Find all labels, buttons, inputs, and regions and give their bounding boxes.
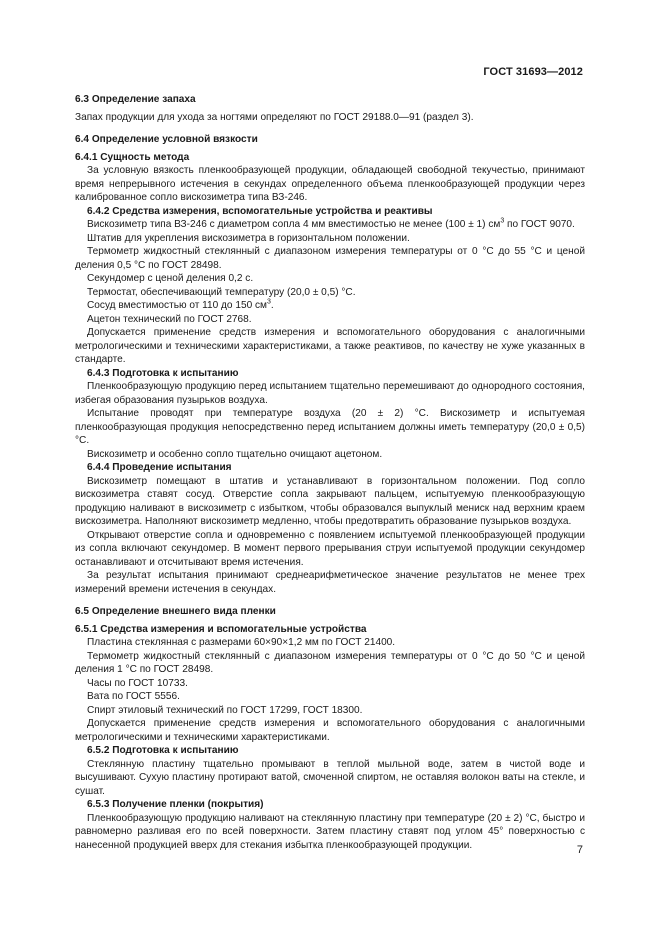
paragraph-text: Штатив для укрепления вискозиметра в горизонтальном положении. — [87, 232, 410, 244]
paragraph — [75, 232, 585, 246]
superscript: 3 — [500, 217, 505, 225]
paragraph — [75, 690, 585, 704]
paragraph-text: 6.5 Определение внешнего вида пленки — [75, 606, 276, 617]
paragraph — [75, 218, 585, 232]
paragraph-text: Допускается применение средств измерения и вспомогательного оборудования с аналогичными метрологическими и техническими характеристиками. — [75, 718, 585, 743]
paragraph-text: Термометр жидкостный стеклянный с диапазоном измерения температуры от 0 °С до 50 °С и ценой деления 1 °С по ГОСТ 28498. — [75, 650, 585, 675]
section-heading — [75, 605, 585, 619]
paragraph-text: Ацетон технический по ГОСТ 2768. — [87, 313, 252, 325]
paragraph-text: Запах продукции для ухода за ногтями определяют по ГОСТ 29188.0—91 (раздел 3). — [75, 111, 474, 123]
paragraph-text: 6.5.1 Средства измерения и вспомогательные устройства — [75, 623, 367, 635]
paragraph-text: Сосуд вместимостью от 110 до 150 см — [87, 300, 267, 311]
section-heading — [75, 798, 585, 812]
paragraph-text: Открывают отверстие сопла и одновременно с появлением испытуемой пленкообразующей продукции из сопла включают секундомер. В момент первого прерывания струи испытуемой продукции секундомер останавливают и отсчитывают время истечения. — [75, 529, 585, 568]
paragraph-text: Вискозиметр помещают в штатив и устанавливают в горизонтальном положении. Под сопло вискозиметра ставят сосуд. Отверстие сопла закрывают пальцем, испытуемую пленкообразующую продукцию наливают в вискозиметр с избытком, чтобы образовался выпуклый мениск над верхним краем вискозиметра. Наполняют вискозиметр медленно, чтобы предотвратить образование пузырьков воздуха. — [75, 475, 585, 527]
section-heading — [75, 367, 585, 381]
paragraph — [75, 569, 585, 596]
paragraph-text: Стеклянную пластину тщательно промывают в теплой мыльной воде, затем в чистой воде и высушивают. Сухую пластину протирают ватой, смоченной спиртом, не оставляя волокон ваты на стекле, и сушат. — [75, 758, 585, 797]
paragraph-text: Спирт этиловый технический по ГОСТ 17299, ГОСТ 18300. — [87, 704, 363, 716]
paragraph-text: 6.5.2 Подготовка к испытанию — [87, 745, 239, 756]
paragraph-text: За результат испытания принимают среднеарифметическое значение результатов не менее трех измерений времени истечения в секундах. — [75, 570, 585, 595]
paragraph — [75, 650, 585, 677]
paragraph-text: Секундомер с ценой деления 0,2 с. — [87, 273, 254, 284]
paragraph-text: Вискозиметр и особенно сопло тщательно очищают ацетоном. — [87, 448, 383, 460]
paragraph-text: 6.4.1 Сущность метода — [75, 151, 190, 163]
paragraph — [75, 286, 585, 300]
paragraph — [75, 313, 585, 327]
paragraph — [75, 245, 585, 272]
paragraph — [75, 677, 585, 691]
paragraph — [75, 448, 585, 462]
paragraph-text: Пленкообразующую продукцию наливают на стеклянную пластину при температуре (20 ± 2) °С, быстро и равномерно разливая его по всей поверхности. Затем пластину ставят под углом 45° поверхностью с нанесенной продукцией вверх для стекания избытка пленкообразующей продукции. — [75, 812, 585, 851]
paragraph-text: Испытание проводят при температуре воздуха (20 ± 2) °С. Вискозиметр и испытуемая пленкообразующая продукция непосредственно перед испытанием должны иметь температуру (20,0 ± 0,5) °С. — [75, 408, 585, 446]
paragraph — [75, 164, 585, 205]
standard-header: ГОСТ 31693—2012 — [483, 66, 583, 78]
section-heading — [75, 623, 585, 637]
paragraph — [75, 299, 585, 313]
paragraph-text: 6.5.3 Получение пленки (покрытия) — [87, 799, 264, 810]
paragraph-text: 6.4.2 Средства измерения, вспомогательные устройства и реактивы — [87, 205, 433, 217]
paragraph-text: Допускается применение средств измерения и вспомогательного оборудования с аналогичными метрологическими и техническими характеристиками, а также реактивов, по качеству не хуже указанных в стандарте. — [75, 327, 585, 365]
paragraph — [75, 272, 585, 286]
section-heading — [75, 461, 585, 475]
paragraph — [75, 475, 585, 529]
paragraph-text: Термометр жидкостный стеклянный с диапазоном измерения температуры от 0 °С до 55 °С и ценой деления 0,5 °С по ГОСТ 28498. — [75, 246, 585, 271]
paragraph-text: Вискозиметр типа ВЗ-246 с диаметром сопла 4 мм вместимостью не менее (100 ± 1) см — [87, 219, 501, 230]
paragraph-text: Термостат, обеспечивающий температуру (20,0 ± 0,5) °С. — [87, 286, 356, 298]
section-heading — [75, 744, 585, 758]
paragraph — [75, 326, 585, 367]
paragraph-text: Вата по ГОСТ 5556. — [87, 691, 180, 702]
paragraph-text-tail: по ГОСТ 9070. — [504, 219, 575, 230]
page-number: 7 — [576, 844, 583, 856]
paragraph-text: Часы по ГОСТ 10733. — [87, 677, 188, 689]
section-heading — [75, 93, 585, 107]
section-heading — [75, 133, 585, 147]
paragraph-text: 6.4.4 Проведение испытания — [87, 462, 232, 473]
paragraph — [75, 407, 585, 448]
paragraph — [75, 812, 585, 853]
document-body — [75, 93, 585, 852]
paragraph — [75, 111, 585, 125]
paragraph-text: Пластина стеклянная с размерами 60×90×1,2 мм по ГОСТ 21400. — [87, 637, 396, 648]
paragraph-text-tail: . — [270, 300, 274, 311]
paragraph — [75, 380, 585, 407]
section-heading — [75, 205, 585, 219]
paragraph-text: За условную вязкость пленкообразующей продукции, обладающей свободной текучестью, принимают время непрерывного истечения в секундах определенного объема пленкообразующей продукции через калиброванное сопло вискозиметра типа ВЗ-246. — [75, 165, 585, 203]
superscript: 3 — [266, 298, 271, 306]
paragraph — [75, 636, 585, 650]
paragraph-text: 6.3 Определение запаха — [75, 94, 196, 105]
paragraph-text: 6.4 Определение условной вязкости — [75, 134, 258, 145]
paragraph-text: Пленкообразующую продукцию перед испытанием тщательно перемешивают до однородного состояния, избегая образования пузырьков воздуха. — [75, 381, 585, 406]
paragraph — [75, 704, 585, 718]
paragraph-text: 6.4.3 Подготовка к испытанию — [87, 367, 239, 379]
paragraph — [75, 758, 585, 799]
section-heading — [75, 151, 585, 165]
paragraph — [75, 717, 585, 744]
paragraph — [75, 529, 585, 570]
